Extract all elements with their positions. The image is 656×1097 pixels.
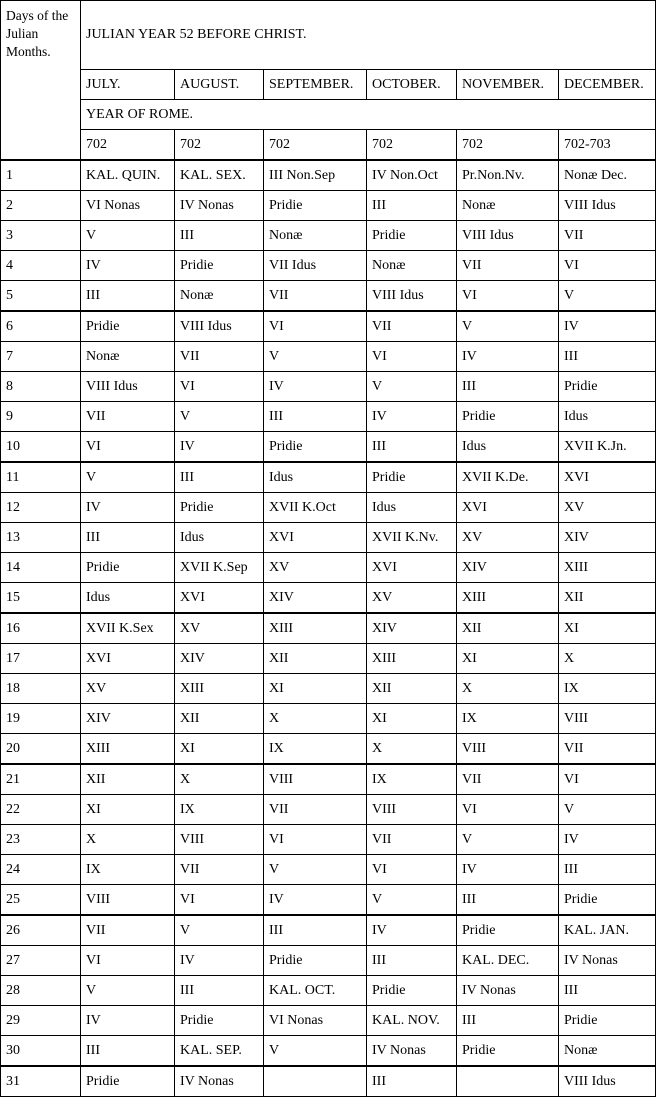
date-cell: X xyxy=(367,734,457,765)
day-number: 18 xyxy=(1,674,81,704)
day-number: 4 xyxy=(1,251,81,281)
date-cell: V xyxy=(559,281,656,312)
table-row xyxy=(1,915,656,946)
table-row xyxy=(1,251,656,281)
date-cell: VI xyxy=(367,855,457,885)
date-cell: VII xyxy=(175,342,264,372)
date-cell: IV Nonas xyxy=(175,1066,264,1097)
date-cell: IX xyxy=(559,674,656,704)
date-cell: V xyxy=(264,342,367,372)
day-number: 10 xyxy=(1,432,81,463)
date-cell: IV Nonas xyxy=(457,976,559,1006)
date-cell: IV Nonas xyxy=(367,1036,457,1067)
day-number: 6 xyxy=(1,311,81,342)
date-cell: VI xyxy=(367,342,457,372)
date-cell: III xyxy=(559,855,656,885)
date-cell: IV xyxy=(367,915,457,946)
date-cell: III xyxy=(457,1006,559,1036)
date-cell: XIV xyxy=(175,644,264,674)
date-cell: III xyxy=(559,342,656,372)
date-cell: VI xyxy=(264,825,367,855)
date-cell: V xyxy=(81,976,175,1006)
date-cell: XI xyxy=(367,704,457,734)
table-row xyxy=(1,613,656,644)
date-cell: III xyxy=(264,915,367,946)
date-cell: VI Nonas xyxy=(81,191,175,221)
date-cell: III xyxy=(175,976,264,1006)
date-cell: X xyxy=(457,674,559,704)
date-cell: XV xyxy=(457,523,559,553)
date-cell: IV xyxy=(457,855,559,885)
table-row xyxy=(1,734,656,765)
date-cell: XIV xyxy=(559,523,656,553)
date-cell: IV xyxy=(81,251,175,281)
day-number: 22 xyxy=(1,795,81,825)
date-cell: XV xyxy=(175,613,264,644)
date-cell: VII xyxy=(264,281,367,312)
table-row xyxy=(1,523,656,553)
rome-year: 702 xyxy=(175,130,264,161)
date-cell: Pridie xyxy=(367,976,457,1006)
date-cell: VI xyxy=(264,311,367,342)
date-cell: V xyxy=(367,372,457,402)
date-cell: XVI xyxy=(559,462,656,493)
date-cell: Pridie xyxy=(175,251,264,281)
date-cell: X xyxy=(81,825,175,855)
table-row xyxy=(1,462,656,493)
date-cell: VI xyxy=(457,795,559,825)
date-cell: Pridie xyxy=(81,311,175,342)
date-cell: XV xyxy=(81,674,175,704)
table-row xyxy=(1,583,656,614)
date-cell: V xyxy=(175,402,264,432)
date-cell: XII xyxy=(367,674,457,704)
table-title: JULIAN YEAR 52 BEFORE CHRIST. xyxy=(81,1,656,70)
date-cell: IX xyxy=(175,795,264,825)
date-cell: V xyxy=(175,915,264,946)
rome-year: 702 xyxy=(457,130,559,161)
title-row xyxy=(1,1,656,70)
date-cell: XII xyxy=(559,583,656,614)
date-cell: VII xyxy=(457,251,559,281)
table-row xyxy=(1,1066,656,1097)
date-cell: Nonæ xyxy=(264,221,367,251)
table-row xyxy=(1,221,656,251)
month-header-row xyxy=(1,70,656,100)
date-cell: Idus xyxy=(81,583,175,614)
date-cell: XI xyxy=(81,795,175,825)
date-cell xyxy=(264,1066,367,1097)
date-cell: XIII xyxy=(457,583,559,614)
date-cell: VI xyxy=(559,764,656,795)
day-number: 28 xyxy=(1,976,81,1006)
date-cell: XI xyxy=(264,674,367,704)
date-cell: VII xyxy=(367,311,457,342)
date-cell: VI xyxy=(559,251,656,281)
date-cell: IX xyxy=(457,704,559,734)
date-cell: Pridie xyxy=(457,1036,559,1067)
date-cell: V xyxy=(559,795,656,825)
date-cell: X xyxy=(559,644,656,674)
date-cell: XIII xyxy=(175,674,264,704)
table-row xyxy=(1,885,656,916)
date-cell: V xyxy=(457,311,559,342)
date-cell: VI xyxy=(81,432,175,463)
date-cell: IV Nonas xyxy=(175,191,264,221)
table-row xyxy=(1,704,656,734)
date-cell: KAL. OCT. xyxy=(264,976,367,1006)
date-cell: VIII xyxy=(367,795,457,825)
date-cell: Nonæ xyxy=(81,342,175,372)
date-cell: XIV xyxy=(264,583,367,614)
table-row xyxy=(1,644,656,674)
date-cell: XVII K.Sep xyxy=(175,553,264,583)
date-cell: VIII Idus xyxy=(559,1066,656,1097)
date-cell: Pridie xyxy=(457,915,559,946)
date-cell: IV Non.Oct xyxy=(367,160,457,191)
date-cell: Idus xyxy=(175,523,264,553)
rome-year: 702 xyxy=(367,130,457,161)
date-cell: XII xyxy=(81,764,175,795)
date-cell: IV xyxy=(559,825,656,855)
date-cell xyxy=(457,1066,559,1097)
date-cell: IX xyxy=(367,764,457,795)
date-cell: IX xyxy=(264,734,367,765)
date-cell: Pridie xyxy=(367,221,457,251)
date-cell: XIII xyxy=(559,553,656,583)
date-cell: Nonæ Dec. xyxy=(559,160,656,191)
month-header: OCTOBER. xyxy=(367,70,457,100)
date-cell: Pridie xyxy=(264,946,367,976)
date-cell: IV xyxy=(175,946,264,976)
rome-year: 702 xyxy=(264,130,367,161)
date-cell: XVI xyxy=(175,583,264,614)
date-cell: III xyxy=(457,885,559,916)
date-cell: Idus xyxy=(367,493,457,523)
date-cell: VI xyxy=(175,885,264,916)
date-cell: XV xyxy=(367,583,457,614)
day-number: 17 xyxy=(1,644,81,674)
date-cell: XII xyxy=(175,704,264,734)
date-cell: IV xyxy=(81,493,175,523)
table-row xyxy=(1,825,656,855)
date-cell: Pridie xyxy=(81,1066,175,1097)
date-cell: VII xyxy=(81,402,175,432)
day-number: 30 xyxy=(1,1036,81,1067)
day-number: 27 xyxy=(1,946,81,976)
date-cell: VIII Idus xyxy=(559,191,656,221)
date-cell: Pridie xyxy=(559,372,656,402)
date-cell: XII xyxy=(264,644,367,674)
date-cell: XI xyxy=(559,613,656,644)
date-cell: Pridie xyxy=(457,402,559,432)
date-cell: Idus xyxy=(457,432,559,463)
table-row xyxy=(1,281,656,312)
date-cell: IV xyxy=(457,342,559,372)
date-cell: VII xyxy=(457,764,559,795)
date-cell: IV xyxy=(559,311,656,342)
date-cell: V xyxy=(457,825,559,855)
date-cell: VIII xyxy=(81,885,175,916)
date-cell: III xyxy=(367,191,457,221)
table-row xyxy=(1,493,656,523)
date-cell: Pridie xyxy=(559,885,656,916)
calendar-body xyxy=(1,1,656,1097)
date-cell: IV xyxy=(81,1006,175,1036)
table-row xyxy=(1,553,656,583)
table-row xyxy=(1,1036,656,1067)
day-number: 29 xyxy=(1,1006,81,1036)
date-cell: VI xyxy=(175,372,264,402)
date-cell: XIV xyxy=(457,553,559,583)
day-number: 5 xyxy=(1,281,81,312)
date-cell: VII Idus xyxy=(264,251,367,281)
date-cell: Pridie xyxy=(559,1006,656,1036)
day-number: 23 xyxy=(1,825,81,855)
month-header: DECEMBER. xyxy=(559,70,656,100)
date-cell: Nonæ xyxy=(559,1036,656,1067)
date-cell: III xyxy=(367,946,457,976)
date-cell: XV xyxy=(264,553,367,583)
month-header: SEPTEMBER. xyxy=(264,70,367,100)
date-cell: VIII xyxy=(175,825,264,855)
date-cell: XVI xyxy=(367,553,457,583)
day-number: 12 xyxy=(1,493,81,523)
date-cell: Pridie xyxy=(367,462,457,493)
date-cell: VII xyxy=(559,221,656,251)
table-row xyxy=(1,402,656,432)
date-cell: Pridie xyxy=(175,1006,264,1036)
date-cell: VIII xyxy=(559,704,656,734)
date-cell: XIII xyxy=(367,644,457,674)
date-cell: V xyxy=(81,462,175,493)
date-cell: IV xyxy=(264,885,367,916)
day-number: 2 xyxy=(1,191,81,221)
date-cell: XVII K.Oct xyxy=(264,493,367,523)
month-header: JULY. xyxy=(81,70,175,100)
date-cell: III Non.Sep xyxy=(264,160,367,191)
date-cell: IV xyxy=(175,432,264,463)
date-cell: XIV xyxy=(81,704,175,734)
date-cell: VIII Idus xyxy=(175,311,264,342)
day-number: 3 xyxy=(1,221,81,251)
rome-year-row xyxy=(1,130,656,161)
date-cell: XVI xyxy=(457,493,559,523)
table-row xyxy=(1,372,656,402)
table-row xyxy=(1,946,656,976)
table-row xyxy=(1,160,656,191)
date-cell: VIII xyxy=(264,764,367,795)
date-cell: V xyxy=(264,855,367,885)
day-number: 31 xyxy=(1,1066,81,1097)
day-number: 15 xyxy=(1,583,81,614)
date-cell: VII xyxy=(367,825,457,855)
date-cell: Pridie xyxy=(81,553,175,583)
date-cell: X xyxy=(175,764,264,795)
corner-label: Days of the Julian Months. xyxy=(1,1,81,161)
date-cell: VIII xyxy=(457,734,559,765)
date-cell: III xyxy=(81,523,175,553)
date-cell: KAL. SEX. xyxy=(175,160,264,191)
date-cell: XVII K.Nv. xyxy=(367,523,457,553)
date-cell: XIII xyxy=(81,734,175,765)
date-cell: XI xyxy=(457,644,559,674)
date-cell: V xyxy=(264,1036,367,1067)
date-cell: Pridie xyxy=(175,493,264,523)
year-of-rome-label: YEAR OF ROME. xyxy=(81,100,656,130)
date-cell: III xyxy=(175,221,264,251)
date-cell: III xyxy=(81,281,175,312)
rome-year: 702 xyxy=(81,130,175,161)
date-cell: XII xyxy=(457,613,559,644)
day-number: 21 xyxy=(1,764,81,795)
table-row xyxy=(1,1006,656,1036)
date-cell: Pridie xyxy=(264,432,367,463)
day-number: 13 xyxy=(1,523,81,553)
date-cell: KAL. JAN. xyxy=(559,915,656,946)
table-row xyxy=(1,764,656,795)
date-cell: XIII xyxy=(264,613,367,644)
date-cell: V xyxy=(367,885,457,916)
day-number: 26 xyxy=(1,915,81,946)
date-cell: III xyxy=(175,462,264,493)
date-cell: KAL. DEC. xyxy=(457,946,559,976)
table-row xyxy=(1,674,656,704)
date-cell: Nonæ xyxy=(367,251,457,281)
date-cell: VIII Idus xyxy=(367,281,457,312)
rome-year: 702-703 xyxy=(559,130,656,161)
date-cell: VII xyxy=(81,915,175,946)
table-row xyxy=(1,976,656,1006)
month-header: AUGUST. xyxy=(175,70,264,100)
date-cell: VI xyxy=(457,281,559,312)
day-number: 16 xyxy=(1,613,81,644)
date-cell: Pridie xyxy=(264,191,367,221)
table-row xyxy=(1,855,656,885)
table-row xyxy=(1,432,656,463)
day-number: 7 xyxy=(1,342,81,372)
table-row xyxy=(1,795,656,825)
date-cell: XV xyxy=(559,493,656,523)
date-cell: III xyxy=(559,976,656,1006)
date-cell: IV xyxy=(367,402,457,432)
date-cell: III xyxy=(367,432,457,463)
date-cell: IX xyxy=(81,855,175,885)
date-cell: III xyxy=(367,1066,457,1097)
date-cell: IV Nonas xyxy=(559,946,656,976)
date-cell: XVI xyxy=(264,523,367,553)
date-cell: VII xyxy=(559,734,656,765)
date-cell: III xyxy=(457,372,559,402)
day-number: 25 xyxy=(1,885,81,916)
date-cell: VII xyxy=(175,855,264,885)
date-cell: Nonæ xyxy=(457,191,559,221)
date-cell: III xyxy=(264,402,367,432)
day-number: 14 xyxy=(1,553,81,583)
date-cell: VII xyxy=(264,795,367,825)
date-cell: VI Nonas xyxy=(264,1006,367,1036)
date-cell: XVII K.Jn. xyxy=(559,432,656,463)
date-cell: KAL. QUIN. xyxy=(81,160,175,191)
date-cell: XVI xyxy=(81,644,175,674)
date-cell: XIV xyxy=(367,613,457,644)
date-cell: XI xyxy=(175,734,264,765)
day-number: 1 xyxy=(1,160,81,191)
table-row xyxy=(1,191,656,221)
day-number: 20 xyxy=(1,734,81,765)
date-cell: IV xyxy=(264,372,367,402)
date-cell: V xyxy=(81,221,175,251)
date-cell: Idus xyxy=(264,462,367,493)
day-number: 9 xyxy=(1,402,81,432)
year-of-rome-row xyxy=(1,100,656,130)
date-cell: Idus xyxy=(559,402,656,432)
date-cell: VIII Idus xyxy=(457,221,559,251)
day-number: 11 xyxy=(1,462,81,493)
date-cell: KAL. SEP. xyxy=(175,1036,264,1067)
date-cell: XVII K.Sex xyxy=(81,613,175,644)
day-number: 8 xyxy=(1,372,81,402)
month-header: NOVEMBER. xyxy=(457,70,559,100)
table-row xyxy=(1,311,656,342)
date-cell: III xyxy=(81,1036,175,1067)
date-cell: XVII K.De. xyxy=(457,462,559,493)
date-cell: KAL. NOV. xyxy=(367,1006,457,1036)
day-number: 19 xyxy=(1,704,81,734)
date-cell: VI xyxy=(81,946,175,976)
table-row xyxy=(1,342,656,372)
date-cell: VIII Idus xyxy=(81,372,175,402)
date-cell: Nonæ xyxy=(175,281,264,312)
date-cell: Pr.Non.Nv. xyxy=(457,160,559,191)
date-cell: X xyxy=(264,704,367,734)
day-number: 24 xyxy=(1,855,81,885)
